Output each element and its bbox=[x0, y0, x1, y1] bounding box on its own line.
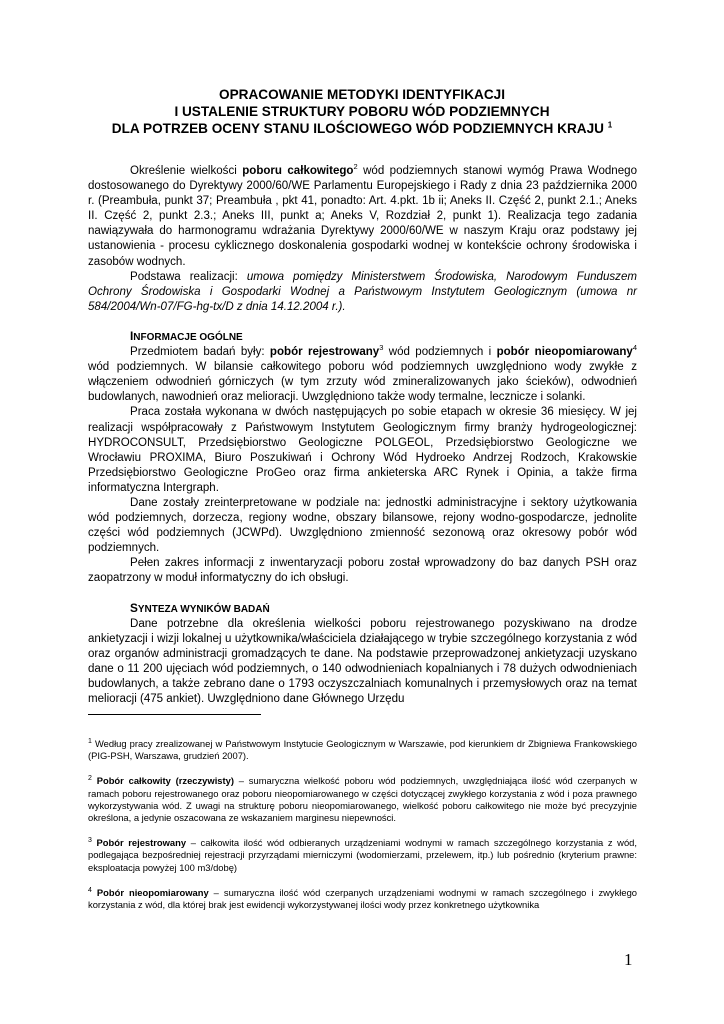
section2-heading-cap: S bbox=[130, 600, 138, 615]
intro-p2-label: Podstawa realizacji: bbox=[130, 270, 247, 283]
intro-paragraph-1 bbox=[88, 164, 637, 270]
section1-paragraph-2: Praca została wykonana w dwóch następujących po sobie etapach w okresie 36 miesięcy. W jej realizacji współpracowały z Państwowym Instytutem Geologicznym firmy branży hydrogeologicznej: HYDROCONSULT, Przedsiębiorstwo Geologiczne POLGEOL, Przedsiębiorstwo Geologiczne we Wrocławiu PROXIMA, Biuro Poszukiwań i Ochrony Wód Hydroeko Andrzej Rodzoch, Krakowskie Przedsiębiorstwo Geologiczne ProGeo oraz firma ankieterska ARC Rynek i Opinia, a także firma informatyczna Intergraph. bbox=[88, 406, 637, 494]
footnote-2-number: 2 bbox=[88, 775, 92, 783]
footnote-4-text: – sumaryczna ilość wód czerpanych urządzeniami wodnymi w ramach szczególnego i zwykłego korzystania z wód, dla której brak jest ewidencji wykorzystywanej ilości wody przez konkretnego użytkownika bbox=[88, 886, 637, 911]
footnote-4-number: 4 bbox=[88, 886, 92, 894]
s1p1-text-c: wód podziemnych i bbox=[383, 346, 497, 359]
intro-p1-text-a: Określenie wielkości bbox=[130, 165, 243, 177]
intro-paragraph-2 bbox=[88, 270, 637, 315]
title-footnote-ref[interactable]: 1 bbox=[607, 120, 613, 130]
intro-p1-bold: poboru całkowitego bbox=[242, 165, 354, 177]
footnote-3-text: – całkowita ilość wód odbieranych urządzeniami wodnymi w ramach szczególnego korzystania z wód, podlegająca bezpośredniej rejestracji przyrządami mierniczymi (wodomierzami, przelewem, itp.) lub pośrednio (kryterium prawne: eksploatacja powyżej 100 m3/dobę) bbox=[88, 837, 637, 873]
footnote-2 bbox=[88, 775, 637, 824]
document-body bbox=[88, 164, 637, 707]
section-heading-informacje bbox=[88, 329, 637, 345]
page-number: 1 bbox=[624, 950, 633, 969]
footnotes bbox=[88, 738, 637, 924]
footnote-3-term: Pobór rejestrowany bbox=[96, 837, 187, 849]
s1p1-bold-2: pobór nieopomiarowany bbox=[496, 346, 633, 359]
footnote-4-term: Pobór nieopomiarowany bbox=[96, 886, 209, 898]
section2-heading-rest: YNTEZA WYNIKÓW BADAŃ bbox=[137, 603, 270, 615]
footnote-1 bbox=[88, 738, 637, 762]
footnote-1-text: Według pracy zrealizowanej w Państwowym Instytucie Geologicznym w Warszawie, pod kierunkiem dr Zbigniewa Frankowskiego (PIG-PSH, Warszawa, grudzień 2007). bbox=[88, 738, 637, 762]
footnote-ref-2[interactable]: 2 bbox=[353, 162, 358, 172]
intro-p2-italic: umowa pomiędzy Ministerstwem Środowiska, Narodowym Funduszem Ochrony Środowiska i Gospodarki Wodnej a Państwowym Instytutem Geologicznym (umowa nr 584/2004/Wn-07/FG-hg-tx/D z dnia 14.12.2004 r.). bbox=[88, 270, 637, 313]
footnote-2-term: Pobór całkowity (rzeczywisty) bbox=[96, 775, 234, 787]
section1-paragraph-4: Pełen zakres informacji z inwentaryzacji poboru został wprowadzony do baz danych PSH oraz zaopatrzony w moduł informatyczny do ich obsługi. bbox=[88, 557, 637, 585]
document-title bbox=[70, 86, 654, 137]
footnote-4 bbox=[88, 887, 637, 911]
intro-p1-text-b: wód podziemnych stanowi wymóg Prawa Wodnego dostosowanego do Dyrektywy 2000/60/WE Parlamentu Europejskiego i Rady z dnia 23 października 2000 r. (Preambuła, punkt 37; Preambuła , pkt 41, ponadto: Art. 4.pkt. 1b ii; Aneks II. Część 2, punkt 2.1.; Aneks II. Część 2, punkt 2.3.; Aneks III, punkt a; Aneks V, Rozdział 2, punkt 1). Realizacja tego zadania nawiązywała do harmonogramu wdrażania Dyrektywy 2000/60/WE w naszym Kraju oraz podstawy jej ustanowienia - procesu cyklicznego doskonalenia gospodarki wodnej w kontekście ochrony środowiska i zasobów wodnych. bbox=[88, 165, 637, 268]
title-line-3-text: DLA POTRZEB OCENY STANU ILOŚCIOWEGO WÓD PODZIEMNYCH KRAJU bbox=[111, 121, 604, 136]
s1p1-text-a: Przedmiotem badań były: bbox=[130, 346, 270, 359]
section-heading-synteza bbox=[88, 601, 637, 617]
footnote-3-number: 3 bbox=[88, 837, 92, 845]
footnote-ref-3[interactable]: 3 bbox=[379, 343, 384, 353]
title-line-1: OPRACOWANIE METODYKI IDENTYFIKACJI bbox=[219, 87, 505, 102]
title-line-2: I USTALENIE STRUKTURY POBORU WÓD PODZIEMNYCH bbox=[174, 104, 550, 119]
footnote-2-text: – sumaryczna wielkość poboru wód podziemnych, uwzględniająca ilość wód czerpanych w ramach poboru rejestrowanego oraz poboru nieopomiarowanego w części dotyczącej zwykłego korzystania z wód i poza prawnego wykorzystywania wód. Z uwagi na strukturę poboru nieopomiarowanego, wielkość poboru całkowitego nie może być precyzyjnie określona, a jedynie oszacowana ze wskazaniem marginesu niepewności. bbox=[88, 775, 637, 824]
footnote-ref-4[interactable]: 4 bbox=[632, 343, 637, 353]
footnote-3 bbox=[88, 837, 637, 874]
s1p1-text-d: wód podziemnych. W bilansie całkowitego poboru wód podziemnych uwzględniono wody zwykłe z włączeniem odwodnień górniczych (w tym zrzuty wód zmineralizowanych jako ścieków), odwodnień budowlanych, nawodnień oraz melioracji. Uwzględniono także wody termalne, lecznicze i solanki. bbox=[88, 361, 637, 404]
footnote-separator bbox=[88, 714, 261, 715]
section1-paragraph-3: Dane zostały zreinterpretowane w podziale na: jednostki administracyjne i sektory użytkowania wód podziemnych, dorzecza, regiony wodne, obszary bilansowe, rejony wodno-gospodarcze, jednolite części wód podziemnych (JCWPd). Uwzględniono zmienność sezonową oraz okresowy pobór wód podziemnych. bbox=[88, 496, 637, 555]
section1-paragraph-1 bbox=[88, 345, 637, 405]
section1-heading-rest: NFORMACJE OGÓLNE bbox=[133, 331, 243, 343]
title-line-3 bbox=[70, 120, 654, 137]
section2-paragraph-1: Dane potrzebne dla określenia wielkości poboru rejestrowanego pozyskiwano na drodze ankietyzacji i wizji lokalnej u użytkownika/właściciela działającego w trybie szczególnego korzystania z wód oraz organów administracji gromadzących te dane. Na podstawie przeprowadzonej ankietyzacji uzyskano dane o 11 200 ujęciach wód podziemnych, o 140 odwodnieniach kopalnianych i 78 dużych odwodnieniach budowlanych, a także zebrano dane o 1793 oczyszczalniach komunalnych i przemysłowych oraz na temat melioracji (475 ankiet). Uwzględniono dane Głównego Urzędu bbox=[88, 617, 637, 706]
s1p1-bold-1: pobór rejestrowany bbox=[269, 346, 380, 359]
section1-heading-cap: I bbox=[130, 328, 134, 343]
footnote-1-number: 1 bbox=[88, 737, 92, 745]
